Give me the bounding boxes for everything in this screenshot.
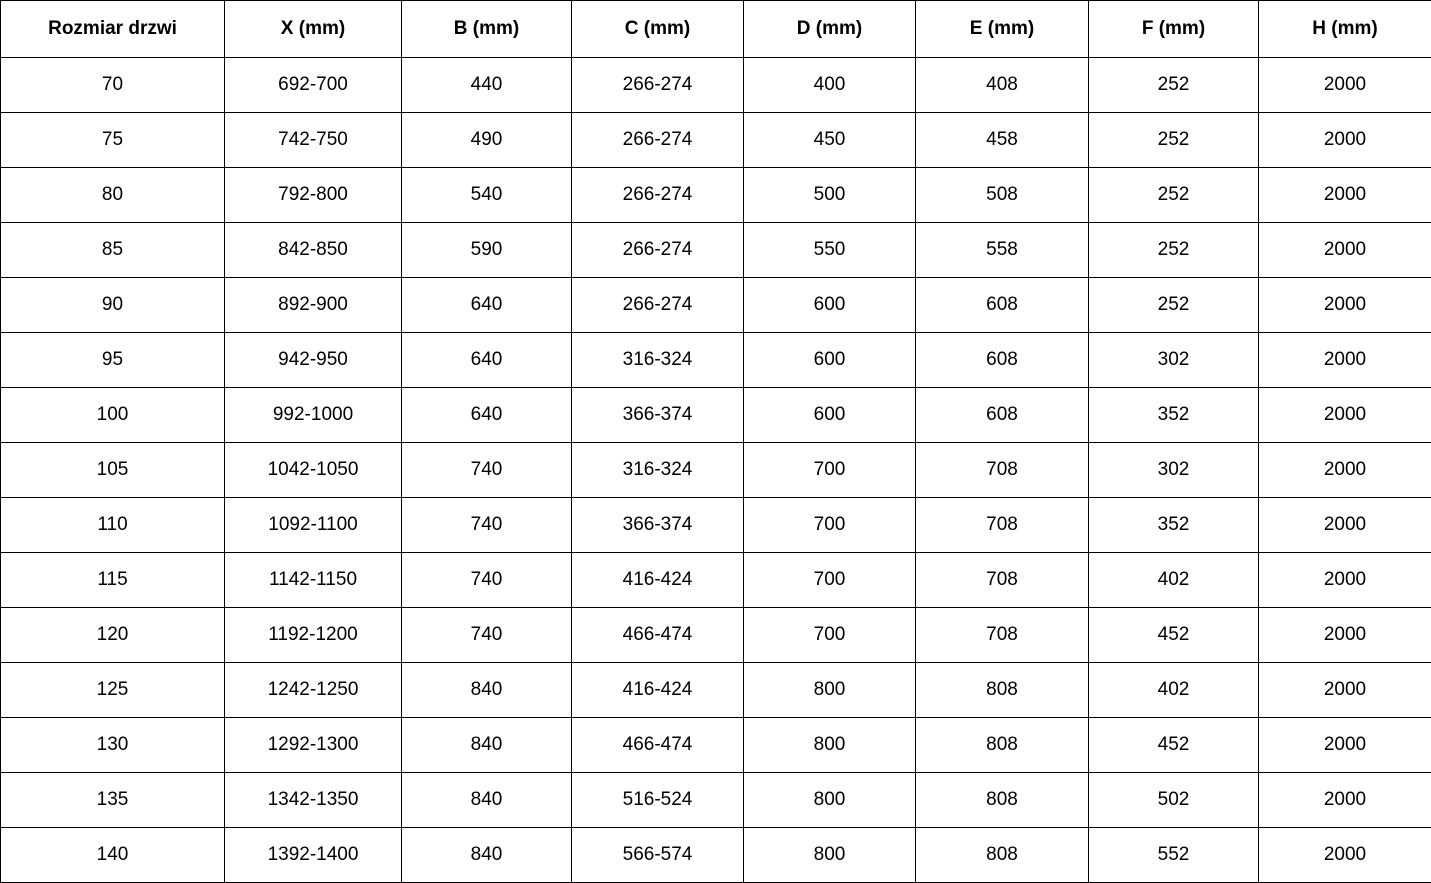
cell-value: 692-700 [225,58,402,113]
cell-value: 450 [744,113,916,168]
cell-value: 2000 [1259,278,1431,333]
cell-value: 490 [402,113,572,168]
cell-value: 608 [916,278,1089,333]
cell-value: 416-424 [572,663,744,718]
cell-door-size: 105 [1,443,225,498]
cell-value: 440 [402,58,572,113]
cell-value: 452 [1089,718,1259,773]
cell-value: 2000 [1259,498,1431,553]
column-header-7: F (mm) [1089,1,1259,58]
cell-value: 590 [402,223,572,278]
cell-value: 640 [402,333,572,388]
cell-door-size: 110 [1,498,225,553]
cell-value: 2000 [1259,718,1431,773]
cell-value: 252 [1089,168,1259,223]
cell-value: 566-574 [572,828,744,883]
table-row [1,168,1431,223]
table-body [1,58,1431,883]
cell-value: 466-474 [572,718,744,773]
cell-value: 992-1000 [225,388,402,443]
table-row [1,113,1431,168]
cell-value: 2000 [1259,168,1431,223]
cell-value: 402 [1089,663,1259,718]
cell-value: 700 [744,443,916,498]
cell-value: 840 [402,773,572,828]
cell-value: 808 [916,663,1089,718]
cell-value: 1292-1300 [225,718,402,773]
table-row [1,773,1431,828]
cell-value: 1092-1100 [225,498,402,553]
cell-value: 842-850 [225,223,402,278]
column-header-4: C (mm) [572,1,744,58]
table-row [1,333,1431,388]
cell-value: 1042-1050 [225,443,402,498]
table-row [1,553,1431,608]
cell-value: 708 [916,553,1089,608]
cell-value: 1342-1350 [225,773,402,828]
cell-value: 366-374 [572,388,744,443]
cell-value: 400 [744,58,916,113]
cell-value: 266-274 [572,278,744,333]
cell-value: 640 [402,278,572,333]
cell-value: 808 [916,828,1089,883]
cell-door-size: 90 [1,278,225,333]
cell-value: 708 [916,443,1089,498]
cell-value: 600 [744,333,916,388]
cell-value: 352 [1089,498,1259,553]
cell-value: 800 [744,828,916,883]
cell-value: 302 [1089,333,1259,388]
cell-value: 2000 [1259,663,1431,718]
cell-value: 1392-1400 [225,828,402,883]
table-row [1,498,1431,553]
cell-value: 466-474 [572,608,744,663]
cell-value: 840 [402,828,572,883]
cell-value: 840 [402,718,572,773]
column-header-8: H (mm) [1259,1,1431,58]
cell-value: 600 [744,278,916,333]
cell-value: 508 [916,168,1089,223]
cell-door-size: 120 [1,608,225,663]
cell-value: 800 [744,663,916,718]
cell-value: 408 [916,58,1089,113]
cell-value: 1192-1200 [225,608,402,663]
cell-value: 792-800 [225,168,402,223]
cell-door-size: 95 [1,333,225,388]
cell-value: 2000 [1259,773,1431,828]
table-row [1,828,1431,883]
cell-value: 608 [916,333,1089,388]
cell-value: 2000 [1259,443,1431,498]
cell-value: 516-524 [572,773,744,828]
cell-value: 740 [402,608,572,663]
cell-value: 2000 [1259,608,1431,663]
table-header [1,1,1431,58]
cell-value: 266-274 [572,58,744,113]
cell-value: 700 [744,553,916,608]
cell-value: 2000 [1259,828,1431,883]
cell-value: 252 [1089,113,1259,168]
cell-value: 416-424 [572,553,744,608]
cell-value: 540 [402,168,572,223]
column-header-1: Rozmiar drzwi [1,1,225,58]
cell-value: 740 [402,443,572,498]
cell-door-size: 85 [1,223,225,278]
cell-value: 800 [744,718,916,773]
table-row [1,663,1431,718]
cell-value: 740 [402,498,572,553]
cell-value: 708 [916,608,1089,663]
cell-value: 252 [1089,58,1259,113]
cell-value: 808 [916,718,1089,773]
column-header-5: D (mm) [744,1,916,58]
cell-value: 742-750 [225,113,402,168]
cell-value: 942-950 [225,333,402,388]
cell-value: 1142-1150 [225,553,402,608]
cell-door-size: 100 [1,388,225,443]
cell-door-size: 125 [1,663,225,718]
column-header-3: B (mm) [402,1,572,58]
cell-value: 2000 [1259,58,1431,113]
cell-value: 500 [744,168,916,223]
cell-door-size: 115 [1,553,225,608]
cell-value: 1242-1250 [225,663,402,718]
cell-door-size: 75 [1,113,225,168]
cell-value: 840 [402,663,572,718]
cell-value: 458 [916,113,1089,168]
cell-value: 252 [1089,223,1259,278]
cell-door-size: 80 [1,168,225,223]
cell-value: 266-274 [572,223,744,278]
cell-value: 700 [744,608,916,663]
cell-value: 2000 [1259,223,1431,278]
cell-value: 352 [1089,388,1259,443]
cell-value: 2000 [1259,333,1431,388]
cell-value: 608 [916,388,1089,443]
cell-value: 266-274 [572,168,744,223]
cell-value: 452 [1089,608,1259,663]
cell-value: 502 [1089,773,1259,828]
cell-value: 892-900 [225,278,402,333]
table-header-row [1,1,1431,58]
cell-value: 550 [744,223,916,278]
table-row [1,388,1431,443]
cell-door-size: 130 [1,718,225,773]
table-row [1,58,1431,113]
cell-value: 402 [1089,553,1259,608]
cell-value: 316-324 [572,443,744,498]
cell-value: 316-324 [572,333,744,388]
cell-value: 252 [1089,278,1259,333]
cell-door-size: 135 [1,773,225,828]
cell-value: 2000 [1259,553,1431,608]
cell-value: 552 [1089,828,1259,883]
table-row [1,223,1431,278]
cell-door-size: 140 [1,828,225,883]
cell-value: 800 [744,773,916,828]
cell-value: 700 [744,498,916,553]
table-row [1,443,1431,498]
cell-value: 2000 [1259,113,1431,168]
cell-value: 558 [916,223,1089,278]
cell-value: 740 [402,553,572,608]
cell-value: 2000 [1259,388,1431,443]
cell-value: 640 [402,388,572,443]
cell-value: 600 [744,388,916,443]
cell-value: 366-374 [572,498,744,553]
column-header-2: X (mm) [225,1,402,58]
cell-door-size: 70 [1,58,225,113]
cell-value: 266-274 [572,113,744,168]
table-row [1,608,1431,663]
cell-value: 708 [916,498,1089,553]
column-header-6: E (mm) [916,1,1089,58]
cell-value: 302 [1089,443,1259,498]
table-row [1,718,1431,773]
table-row [1,278,1431,333]
cell-value: 808 [916,773,1089,828]
